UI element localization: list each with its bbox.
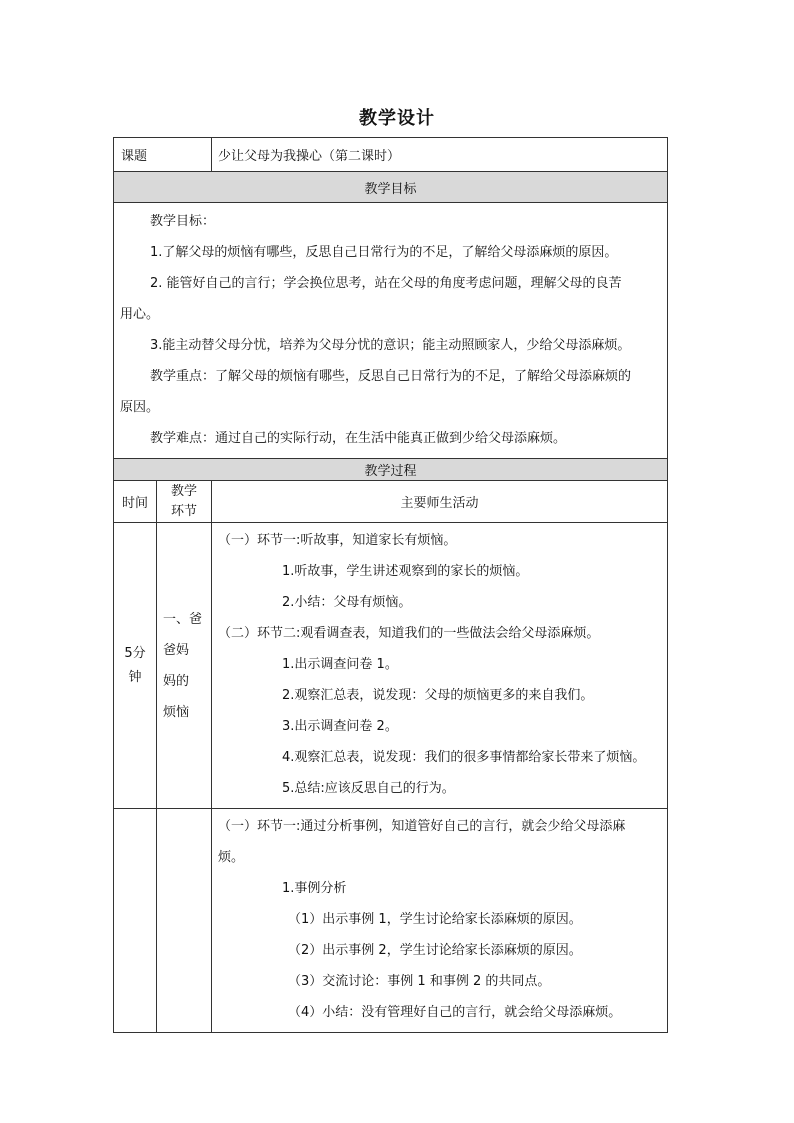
- row2-activity-line: 1.事例分析: [282, 881, 347, 896]
- col-stage-header-line: 环节: [171, 503, 198, 519]
- goals-line: 教学重点：了解父母的烦恼有哪些，反思自己日常行为的不足，了解给父母添麻烦的: [150, 369, 632, 384]
- col-stage-header-line: 教学: [171, 483, 198, 499]
- row1-activity-line: 2.小结：父母有烦恼。: [282, 595, 412, 610]
- goals-line: 3.能主动替父母分忧，培养为父母分忧的意识；能主动照顾家人，少给父母添麻烦。: [150, 338, 631, 353]
- goals-content: [114, 203, 668, 459]
- lesson-plan-table: [113, 137, 667, 1033]
- goals-row: [114, 203, 668, 459]
- row1-activity-line: 5.总结:应该反思自己的行为。: [282, 781, 455, 796]
- row1-time-line: 5分: [124, 645, 146, 661]
- goals-line: 教学目标：: [150, 214, 216, 229]
- goals-header-row: [114, 172, 668, 203]
- row2-activity-line: （一）环节一:通过分析事例，知道管好自己的言行，就会少给父母添麻: [218, 819, 626, 834]
- row1-activity: [212, 523, 668, 809]
- col-stage-header: [157, 481, 212, 523]
- lesson-row: [114, 138, 668, 172]
- process-row-1: [114, 523, 668, 809]
- document-title: 教学设计: [359, 108, 435, 129]
- lesson-value: 少让父母为我操心（第二课时）: [212, 138, 668, 172]
- row1-activity-line: 2.观察汇总表，说发现：父母的烦恼更多的来自我们。: [282, 688, 594, 703]
- goals-line: 原因。: [120, 400, 160, 415]
- row2-activity-line: （3）交流讨论：事例 1 和事例 2 的共同点。: [288, 974, 551, 989]
- row1-stage-line: 爸妈: [163, 642, 190, 658]
- process-row-2: [114, 809, 668, 1033]
- col-time-header: 时间: [114, 481, 157, 523]
- goals-header: 教学目标: [114, 172, 668, 203]
- row1-activity-line: 1.出示调查问卷 1。: [282, 657, 398, 672]
- process-header-row: [114, 459, 668, 481]
- row2-activity-line: （2）出示事例 2，学生讨论给家长添麻烦的原因。: [288, 943, 582, 958]
- lesson-label: 课题: [114, 138, 212, 172]
- row1-stage-line: 烦恼: [163, 704, 190, 720]
- row2-stage: [157, 809, 212, 1033]
- row1-activity-line: （二）环节二:观看调查表，知道我们的一些做法会给父母添麻烦。: [218, 626, 600, 641]
- row1-stage-line: 一、爸: [163, 611, 203, 627]
- row1-stage-line: 妈的: [163, 673, 190, 689]
- row2-activity-line: 烦。: [218, 850, 245, 865]
- row1-time: [114, 523, 157, 809]
- row1-activity-line: 4.观察汇总表，说发现：我们的很多事情都给家长带来了烦恼。: [282, 750, 646, 765]
- row2-activity: [212, 809, 668, 1033]
- row1-activity-line: 3.出示调查问卷 2。: [282, 719, 398, 734]
- goals-line: 2. 能管好自己的言行；学会换位思考，站在父母的角度考虑问题，理解父母的良苦: [150, 276, 622, 291]
- process-header: 教学过程: [114, 459, 668, 481]
- row1-stage: [157, 523, 212, 809]
- col-activity-header: 主要师生活动: [212, 481, 668, 523]
- row2-time: [114, 809, 157, 1033]
- column-header-row: [114, 481, 668, 523]
- row1-activity-line: 1.听故事，学生讲述观察到的家长的烦恼。: [282, 564, 529, 579]
- goals-line: 教学难点：通过自己的实际行动，在生活中能真正做到少给父母添麻烦。: [150, 431, 567, 446]
- goals-line: 用心。: [120, 307, 160, 322]
- row1-activity-line: （一）环节一:听故事，知道家长有烦恼。: [218, 533, 457, 548]
- row2-activity-line: （1）出示事例 1，学生讨论给家长添麻烦的原因。: [288, 912, 582, 927]
- row1-time-line: 钟: [128, 669, 142, 685]
- goals-line: 1.了解父母的烦恼有哪些，反思自己日常行为的不足，了解给父母添麻烦的原因。: [150, 245, 618, 260]
- row2-activity-line: （4）小结：没有管理好自己的言行，就会给父母添麻烦。: [288, 1005, 622, 1020]
